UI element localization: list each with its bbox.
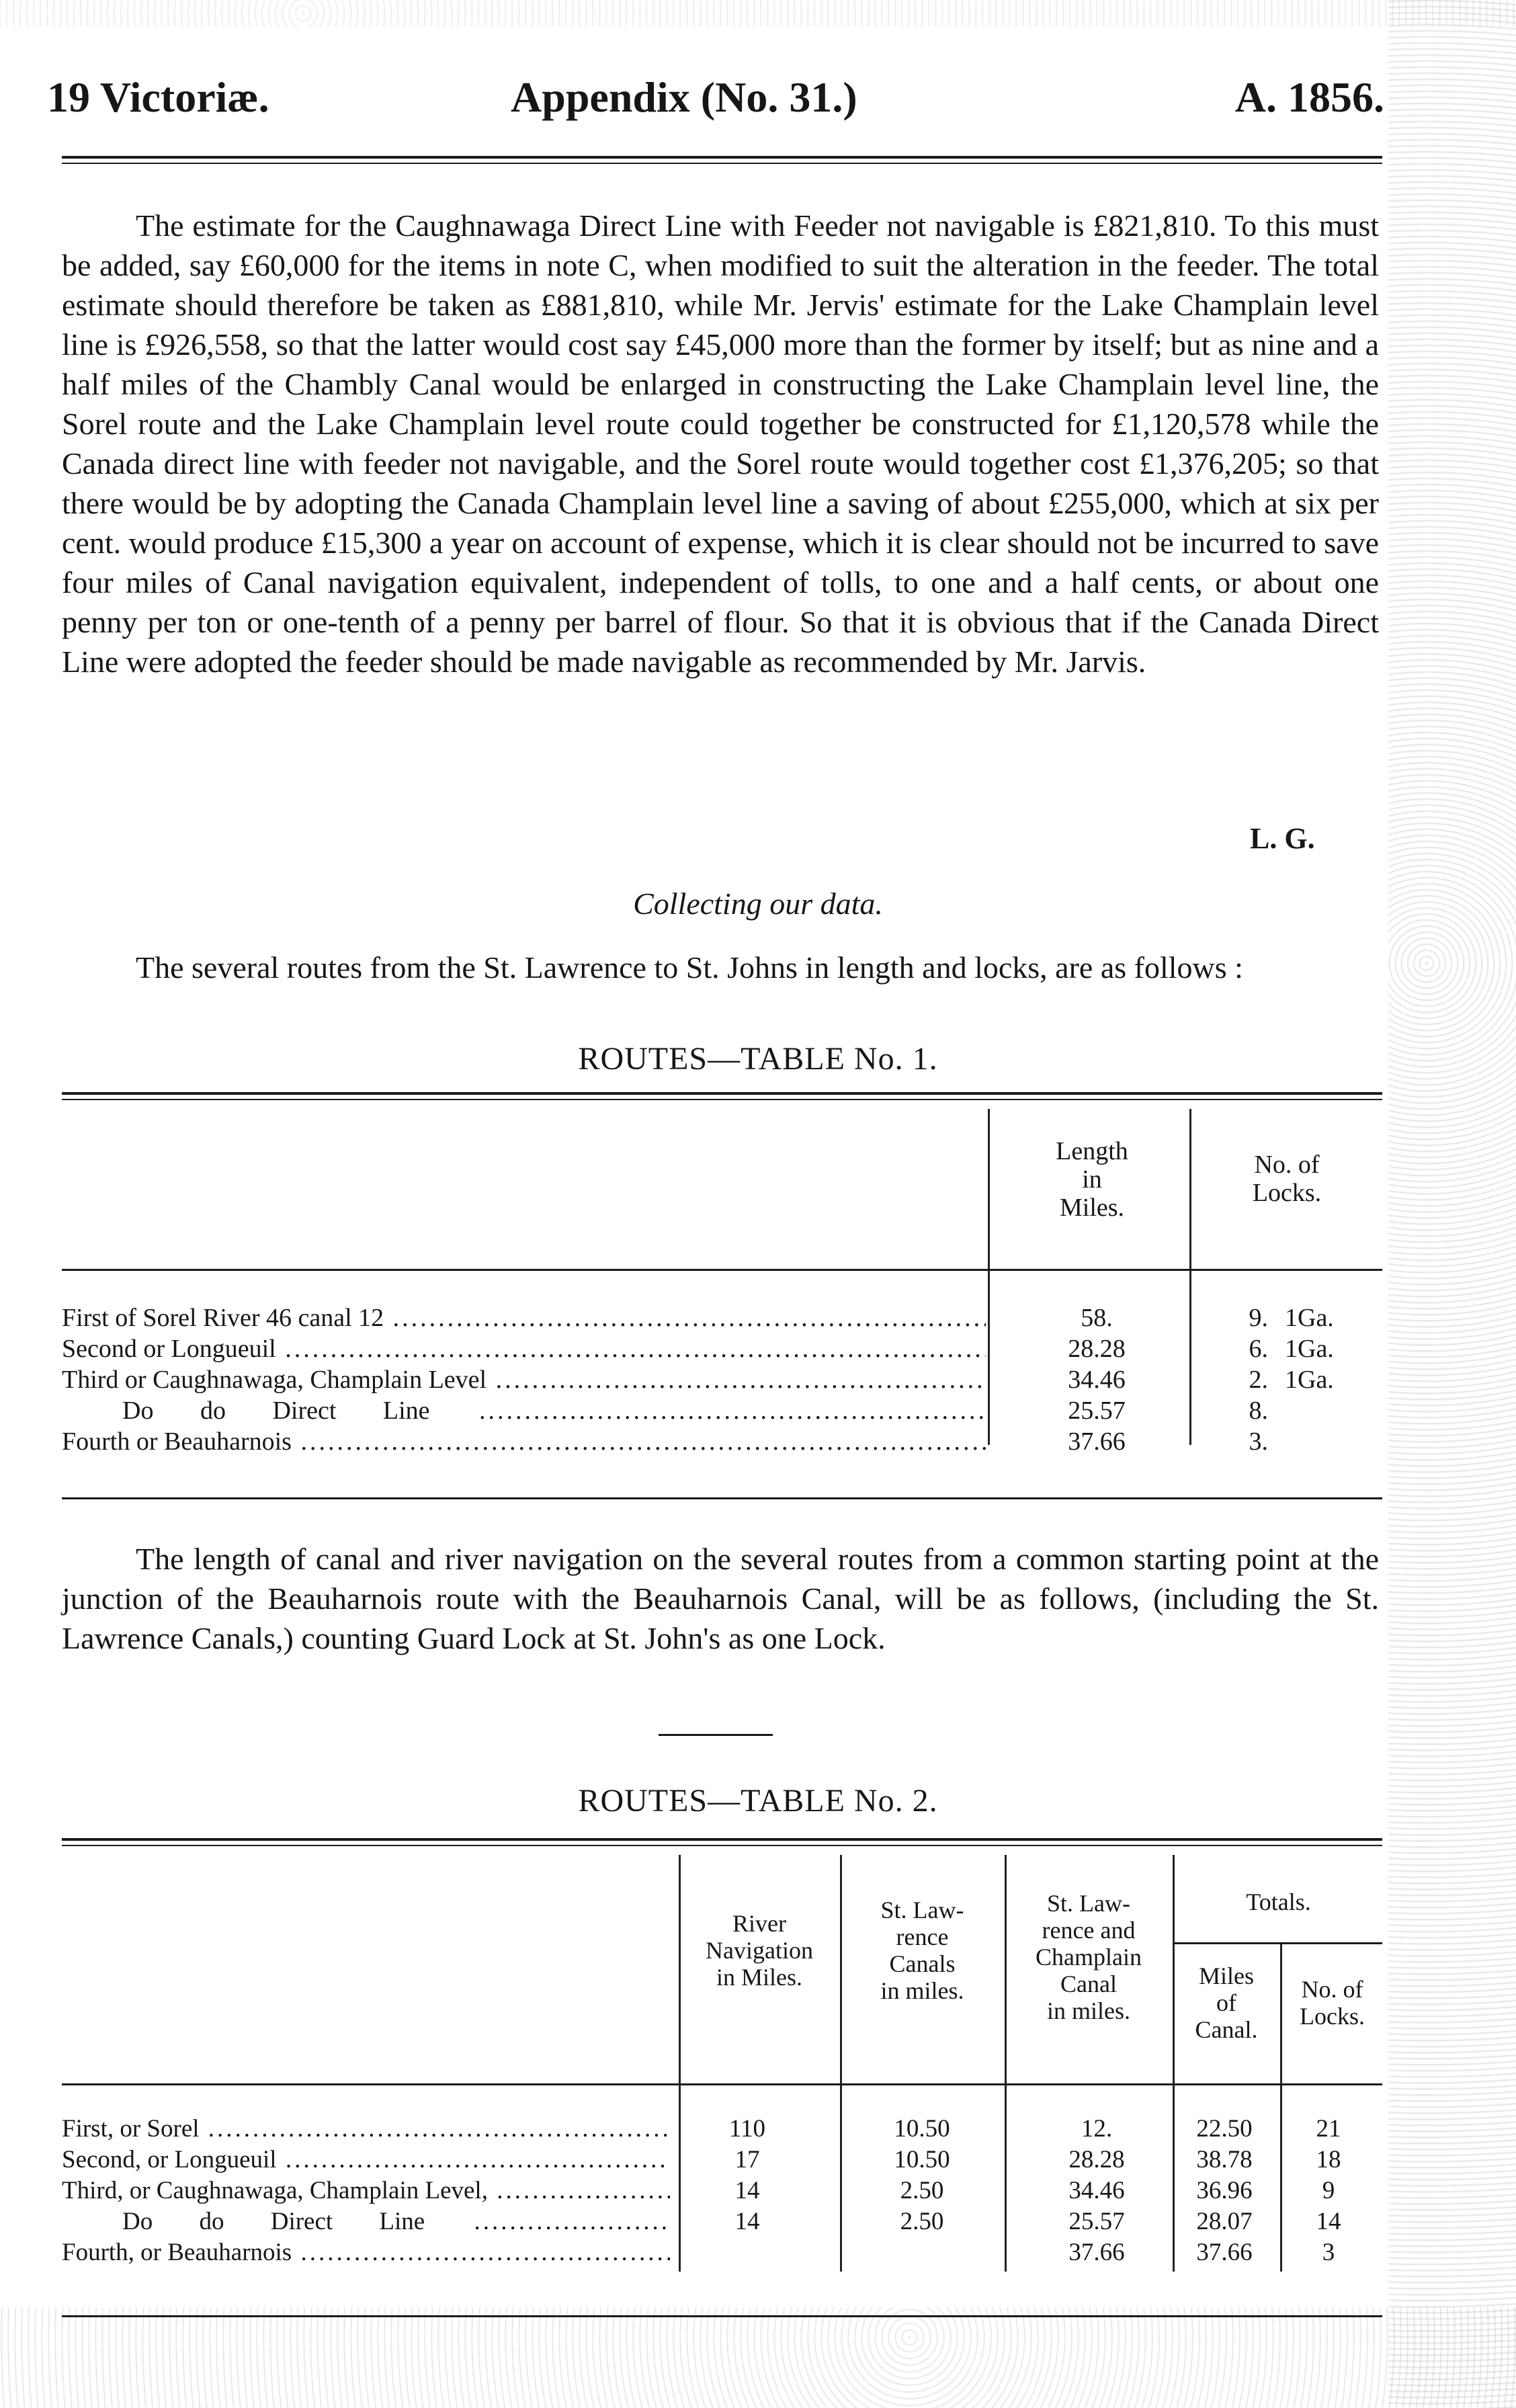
total-locks: 9 [1322, 2177, 1335, 2204]
total-locks: 21 [1316, 2115, 1341, 2143]
lock-count: 8. [1249, 1397, 1268, 1425]
running-header [47, 73, 1384, 126]
lock-count: 6. [1249, 1335, 1268, 1363]
stlawrence-miles: 10.50 [894, 2115, 950, 2143]
table1-header-rule [62, 1269, 1382, 1271]
table2-header-rule [62, 2083, 1382, 2085]
length-miles: 58. [1081, 1304, 1113, 1332]
stlawrence-miles: 2.50 [900, 2208, 944, 2235]
header-rule [62, 156, 1382, 164]
total-canal-miles: 22.50 [1196, 2115, 1253, 2143]
section-divider [659, 1734, 773, 1736]
route-label: Fourth or Beauharnois ..... [62, 1426, 986, 1457]
stlawrence-miles: 2.50 [900, 2177, 944, 2204]
guard-lock: 1Ga. [1285, 1366, 1334, 1394]
table2-top-rule [62, 1838, 1382, 1846]
table2-header-champlain: St. Law- rence and Champlain Canal in miles. [1036, 1890, 1142, 2024]
total-locks: 3 [1322, 2239, 1335, 2266]
header-appendix: Appendix (No. 31.) [511, 73, 857, 121]
length-miles: 37.66 [1068, 1427, 1126, 1456]
estimate-paragraph: The estimate for the Caughnawaga Direct Line with Feeder not navigable is £821,810. To this must be added, say £60,000 for the items in note C, when modified to suit the alteration in the feeder. The total estimate should therefore be taken as £881,810, while Mr. Jervis' estimate for the Lake Champlain level line is £926,558, so that the latter would cost say £45,000 more than the former by itself; but as nine and a half miles of the Chambly Canal would be enlarged in constructing the Lake Champlain level line, the Sorel route and the Lake Champlain level route could together be constructed for £1,120,578 while the Canada direct line with feeder not navigable, and the Sorel route would together cost £1,376,205; so that there would be by adopting the Canada Champlain level line a saving of about £255,000, which at six per cent. would produce £15,300 a year on account of expense, which it is clear should not be incurred to save four miles of Canal navigation equivalent, independent of tolls, to one and a half cents, or about one penny per ton or one-tenth of a penny per barrel of flour. So that it is obvious that if the Canada Direct Line were adopted the feeder should be made navigable as recommended by Mr. Jarvis. [62, 208, 1379, 679]
route-label: First of Sorel River 46 canal 12 ..... [62, 1302, 986, 1333]
table1-col-divider [988, 1109, 990, 1445]
river-miles: 14 [734, 2177, 760, 2204]
routes-intro-paragraph: The several routes from the St. Lawrence to St. Johns in length and locks, are as follows : [136, 950, 1243, 985]
length-miles: 25.57 [1068, 1397, 1126, 1425]
table2-header-river: River Navigation in Miles. [706, 1910, 813, 1991]
route-label: Third or Caughnawaga, Champlain Level ..... [62, 1364, 986, 1395]
table2-col-divider [840, 1855, 842, 2272]
table2-col-divider [1280, 1944, 1282, 2272]
signature: L. G. [1250, 822, 1315, 855]
table2-col-divider [1005, 1855, 1007, 2272]
champlain-miles: 12. [1081, 2115, 1113, 2143]
route-label: Second, or Longueuil ..... [62, 2145, 670, 2175]
champlain-miles: 37.66 [1068, 2239, 1125, 2266]
lock-count: 3. [1249, 1427, 1268, 1456]
table2-totals-rule [1173, 1942, 1382, 1944]
route-label: Do do Direct Line ..... [62, 1395, 986, 1426]
table2-col-divider [1173, 1855, 1175, 2272]
route-label: Third, or Caughnawaga, Champlain Level, ..... [62, 2175, 670, 2206]
table1-header-locks: No. of Locks. [1252, 1151, 1322, 1207]
total-locks: 18 [1316, 2146, 1341, 2173]
table2-title: ROUTES—TABLE No. 2. [578, 1783, 938, 1819]
header-session: 19 Victoriæ. [47, 73, 269, 121]
table2-bottom-rule [62, 2315, 1382, 2317]
river-miles: 14 [734, 2208, 760, 2235]
table1-top-rule [62, 1092, 1382, 1100]
scan-noise-top [0, 0, 1516, 27]
champlain-miles: 25.57 [1068, 2208, 1125, 2235]
river-miles: 110 [728, 2115, 766, 2143]
guard-lock: 1Ga. [1285, 1335, 1334, 1363]
river-miles: 17 [734, 2146, 760, 2173]
table2-header-locks: No. of Locks. [1300, 1976, 1365, 2030]
route-label: Second or Longueuil ..... [62, 1333, 986, 1364]
lock-count: 2. [1249, 1366, 1268, 1394]
table1-title: ROUTES—TABLE No. 1. [578, 1041, 938, 1077]
section-heading: Collecting our data. [633, 886, 883, 921]
header-year: A. 1856. [1234, 73, 1384, 121]
table1-bottom-rule [62, 1497, 1382, 1499]
champlain-miles: 34.46 [1068, 2177, 1125, 2204]
total-canal-miles: 38.78 [1196, 2146, 1253, 2173]
route-label: First, or Sorel ..... [62, 2114, 670, 2145]
stlawrence-miles: 10.50 [894, 2146, 950, 2173]
total-canal-miles: 28.07 [1196, 2208, 1253, 2235]
table2-header-totals: Totals. [1246, 1888, 1311, 1915]
length-miles: 34.46 [1068, 1366, 1126, 1394]
scan-noise-bottom [0, 2307, 1516, 2408]
table1-col-divider [1189, 1109, 1191, 1445]
table1-header-length: Length in Miles. [1056, 1137, 1128, 1222]
guard-lock: 1Ga. [1285, 1304, 1334, 1332]
total-canal-miles: 36.96 [1196, 2177, 1253, 2204]
route-label: Do do Direct Line ..... [62, 2206, 670, 2237]
route-label: Fourth, or Beauharnois ..... [62, 2237, 670, 2268]
scan-noise-right [1388, 0, 1516, 2408]
table2-header-miles: Miles of Canal. [1195, 1962, 1258, 2043]
navigation-length-paragraph: The length of canal and river navigation on the several routes from a common starting point at the junction of the Beauharnois route with the Beauharnois Canal, will be as follows, (including the St. Lawrence Canals,) counting Guard Lock at St. John's as one Lock. [62, 1542, 1379, 1655]
length-miles: 28.28 [1068, 1335, 1126, 1363]
total-locks: 14 [1316, 2208, 1341, 2235]
champlain-miles: 28.28 [1068, 2146, 1125, 2173]
lock-count: 9. [1249, 1304, 1268, 1332]
total-canal-miles: 37.66 [1196, 2239, 1253, 2266]
table2-header-stlawrence: St. Law- rence Canals in miles. [880, 1897, 964, 2004]
